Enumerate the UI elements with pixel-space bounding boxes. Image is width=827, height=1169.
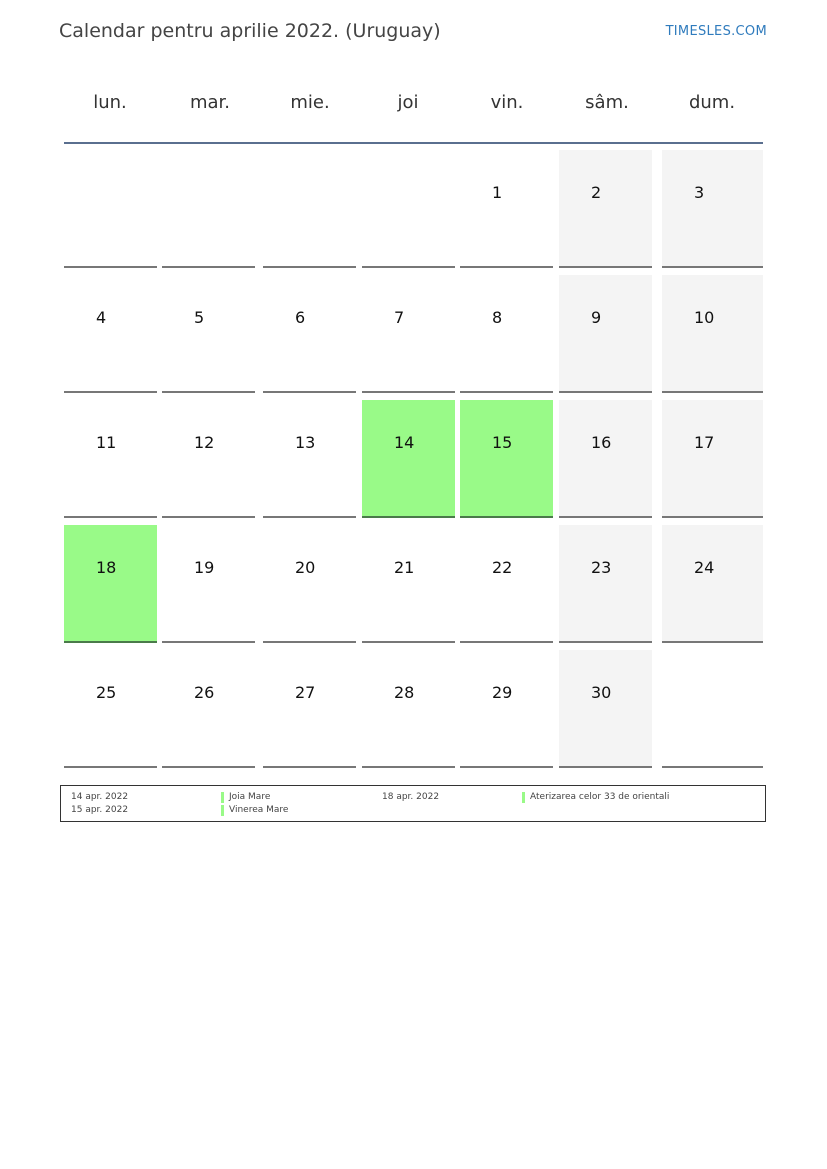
weekday-label: mie. (290, 92, 330, 113)
legend-holiday-name: Joia Mare (229, 792, 271, 802)
day-cell[interactable] (362, 650, 455, 768)
day-cell[interactable] (263, 650, 356, 768)
holiday-legend (60, 785, 766, 822)
weekday-label: mar. (189, 92, 231, 113)
day-cell[interactable] (460, 150, 553, 268)
empty-day-cell (162, 150, 255, 268)
day-number: 8 (492, 308, 503, 327)
day-cell[interactable] (162, 650, 255, 768)
day-number: 26 (194, 683, 215, 702)
day-cell[interactable] (64, 275, 157, 393)
weekday-label: sâm. (585, 92, 629, 113)
empty-day-cell (362, 150, 455, 268)
day-number: 19 (194, 558, 215, 577)
weekday-label: vin. (490, 92, 524, 113)
day-cell[interactable] (559, 650, 652, 768)
day-number: 29 (492, 683, 513, 702)
day-cell[interactable] (559, 525, 652, 643)
brand-link[interactable]: TIMESLES.COM (665, 24, 767, 39)
day-cell[interactable] (662, 150, 763, 268)
day-cell[interactable] (559, 275, 652, 393)
day-number: 17 (694, 433, 715, 452)
header-divider (64, 142, 763, 144)
day-number: 21 (394, 558, 415, 577)
day-number: 24 (694, 558, 715, 577)
legend-holiday-name: Aterizarea celor 33 de orientali (530, 792, 670, 802)
day-cell[interactable] (662, 275, 763, 393)
day-cell[interactable] (460, 650, 553, 768)
day-number: 2 (591, 183, 602, 202)
day-cell[interactable] (362, 275, 455, 393)
page-title: Calendar pentru aprilie 2022. (Uruguay) (59, 20, 441, 42)
day-cell[interactable] (559, 400, 652, 518)
empty-day-cell (662, 650, 763, 768)
holiday-day-cell[interactable] (362, 400, 455, 518)
weekday-label: lun. (93, 92, 127, 113)
legend-date: 18 apr. 2022 (382, 792, 440, 802)
day-number: 9 (591, 308, 602, 327)
empty-day-cell (64, 150, 157, 268)
day-number: 14 (394, 433, 415, 452)
day-number: 13 (295, 433, 316, 452)
holiday-color-marker (522, 792, 525, 803)
day-cell[interactable] (64, 400, 157, 518)
day-number: 27 (295, 683, 316, 702)
day-number: 15 (492, 433, 513, 452)
legend-date: 15 apr. 2022 (71, 805, 129, 815)
legend-date: 14 apr. 2022 (71, 792, 129, 802)
day-cell[interactable] (162, 400, 255, 518)
day-number: 28 (394, 683, 415, 702)
day-cell[interactable] (460, 525, 553, 643)
day-number: 1 (492, 183, 503, 202)
day-cell[interactable] (263, 275, 356, 393)
holiday-color-marker (221, 805, 224, 816)
day-cell[interactable] (460, 275, 553, 393)
day-cell[interactable] (263, 525, 356, 643)
day-number: 12 (194, 433, 215, 452)
day-cell[interactable] (263, 400, 356, 518)
day-number: 22 (492, 558, 513, 577)
day-number: 10 (694, 308, 715, 327)
day-number: 23 (591, 558, 612, 577)
holiday-color-marker (221, 792, 224, 803)
weekday-label: dum. (688, 92, 736, 113)
day-cell[interactable] (662, 525, 763, 643)
day-cell[interactable] (662, 400, 763, 518)
legend-holiday-name: Vinerea Mare (229, 805, 289, 815)
day-number: 20 (295, 558, 316, 577)
day-cell[interactable] (64, 650, 157, 768)
weekday-label: joi (397, 92, 419, 113)
day-number: 11 (96, 433, 117, 452)
day-number: 18 (96, 558, 117, 577)
day-cell[interactable] (162, 525, 255, 643)
day-cell[interactable] (162, 275, 255, 393)
holiday-day-cell[interactable] (460, 400, 553, 518)
holiday-day-cell[interactable] (64, 525, 157, 643)
day-number: 6 (295, 308, 306, 327)
day-number: 3 (694, 183, 705, 202)
day-cell[interactable] (559, 150, 652, 268)
day-number: 4 (96, 308, 107, 327)
empty-day-cell (263, 150, 356, 268)
day-cell[interactable] (362, 525, 455, 643)
day-number: 30 (591, 683, 612, 702)
day-number: 25 (96, 683, 117, 702)
day-number: 7 (394, 308, 405, 327)
day-number: 5 (194, 308, 205, 327)
day-number: 16 (591, 433, 612, 452)
